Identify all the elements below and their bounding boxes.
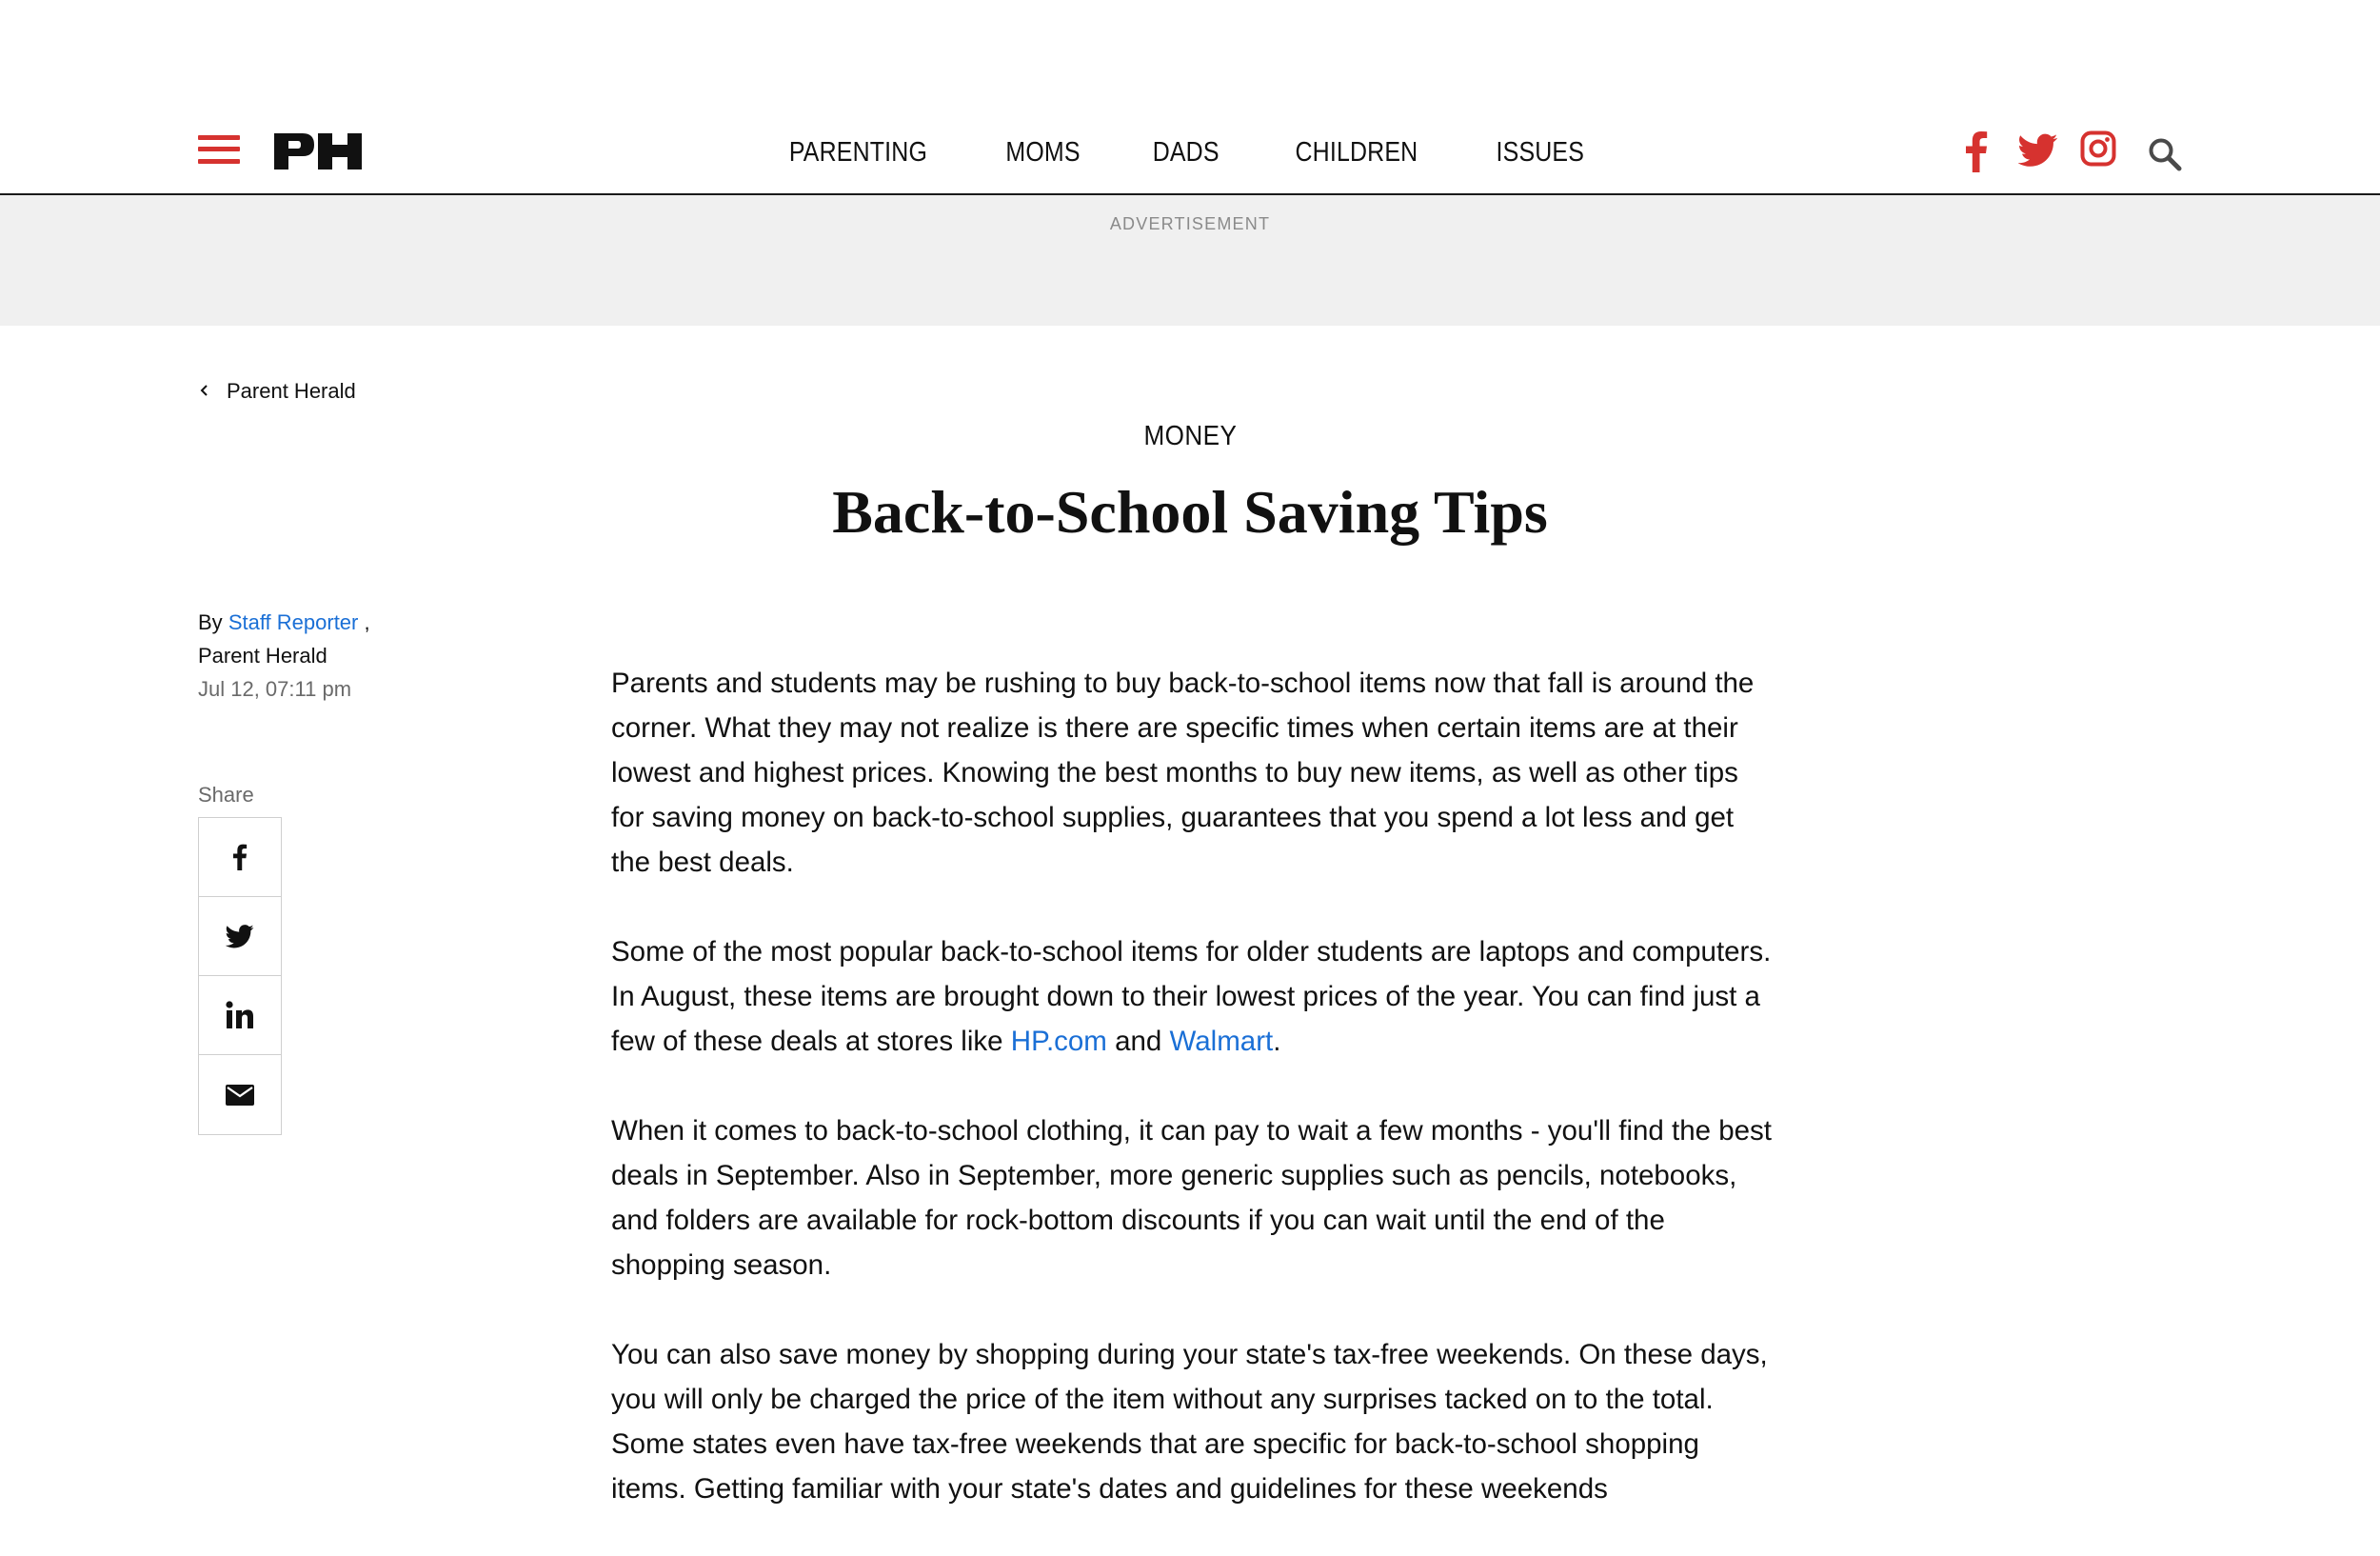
hp-link[interactable]: HP.com [1010,1026,1107,1057]
nav-parenting[interactable]: PARENTING [788,137,927,168]
article-category[interactable]: MONEY [1143,421,1237,451]
back-link-label: Parent Herald [227,379,356,403]
publish-date: Jul 12, 07:11 pm [198,677,352,701]
nav-children[interactable]: CHILDREN [1295,137,1418,168]
byline-publication: Parent Herald [198,644,327,668]
facebook-share-icon [232,844,248,870]
advertisement-area [0,195,2380,326]
byline-separator: , [364,610,370,634]
chevron-left-icon [196,382,215,401]
byline-prefix: By [198,610,223,634]
paragraph-1: Parents and students may be rushing to buy back-to-school items now that fall is around the corner. What they may not realize is there are specific times when certain items are at their lowest and highest prices. Knowing the best months to buy new items, as well as other tips for saving money on back-to-school supplies, guarantees that you spend a lot less and get the best deals. [611,668,1755,878]
walmart-link[interactable]: Walmart [1169,1026,1274,1057]
share-label: Share [198,783,254,807]
share-email-button[interactable] [199,1055,281,1134]
author-link[interactable]: Staff Reporter [228,610,359,634]
nav-issues[interactable]: ISSUES [1496,137,1584,168]
email-share-icon [226,1085,254,1106]
site-header [0,0,2380,195]
paragraph-2: Some of the most popular back-to-school items for older students are laptops and computers. In August, these items are brought down to their lowest prices of the year. You can find just a few of these deals at stores like HP.com and Walmart. [611,936,1772,1057]
byline [198,606,370,706]
paragraph-3: When it comes to back-to-school clothing, it can pay to wait a few months - you'll find the best deals in September. Also in September, more generic supplies such as pencils, notebooks, and folders are available for rock-bottom discounts if you can wait until the end of the shopping season. [611,1115,1772,1281]
share-linkedin-button[interactable] [199,976,281,1055]
back-link[interactable] [196,377,356,406]
search-icon[interactable] [2148,137,2182,179]
linkedin-share-icon [226,1001,254,1029]
facebook-icon[interactable] [1965,130,1988,172]
nav-dads[interactable]: DADS [1152,137,1220,168]
share-facebook-button[interactable] [199,818,281,897]
paragraph-4: You can also save money by shopping during your state's tax-free weekends. On these days, you will only be charged the price of the item without any surprises tacked on to the total. Some states even have tax-free weekends that are specific for back-to-school shopping items. Getting familiar with your state's dates and guidelines for these weekends [611,1339,1768,1505]
article-title: Back-to-School Saving Tips [832,478,1548,546]
nav-moms[interactable]: MOMS [1004,137,1081,168]
twitter-share-icon [226,925,254,948]
advertisement-label: ADVERTISEMENT [1109,214,1271,233]
share-twitter-button[interactable] [199,897,281,976]
twitter-icon[interactable] [2018,133,2058,175]
instagram-icon[interactable] [2080,130,2116,172]
article-body [611,661,1773,1556]
share-buttons [198,817,282,1135]
